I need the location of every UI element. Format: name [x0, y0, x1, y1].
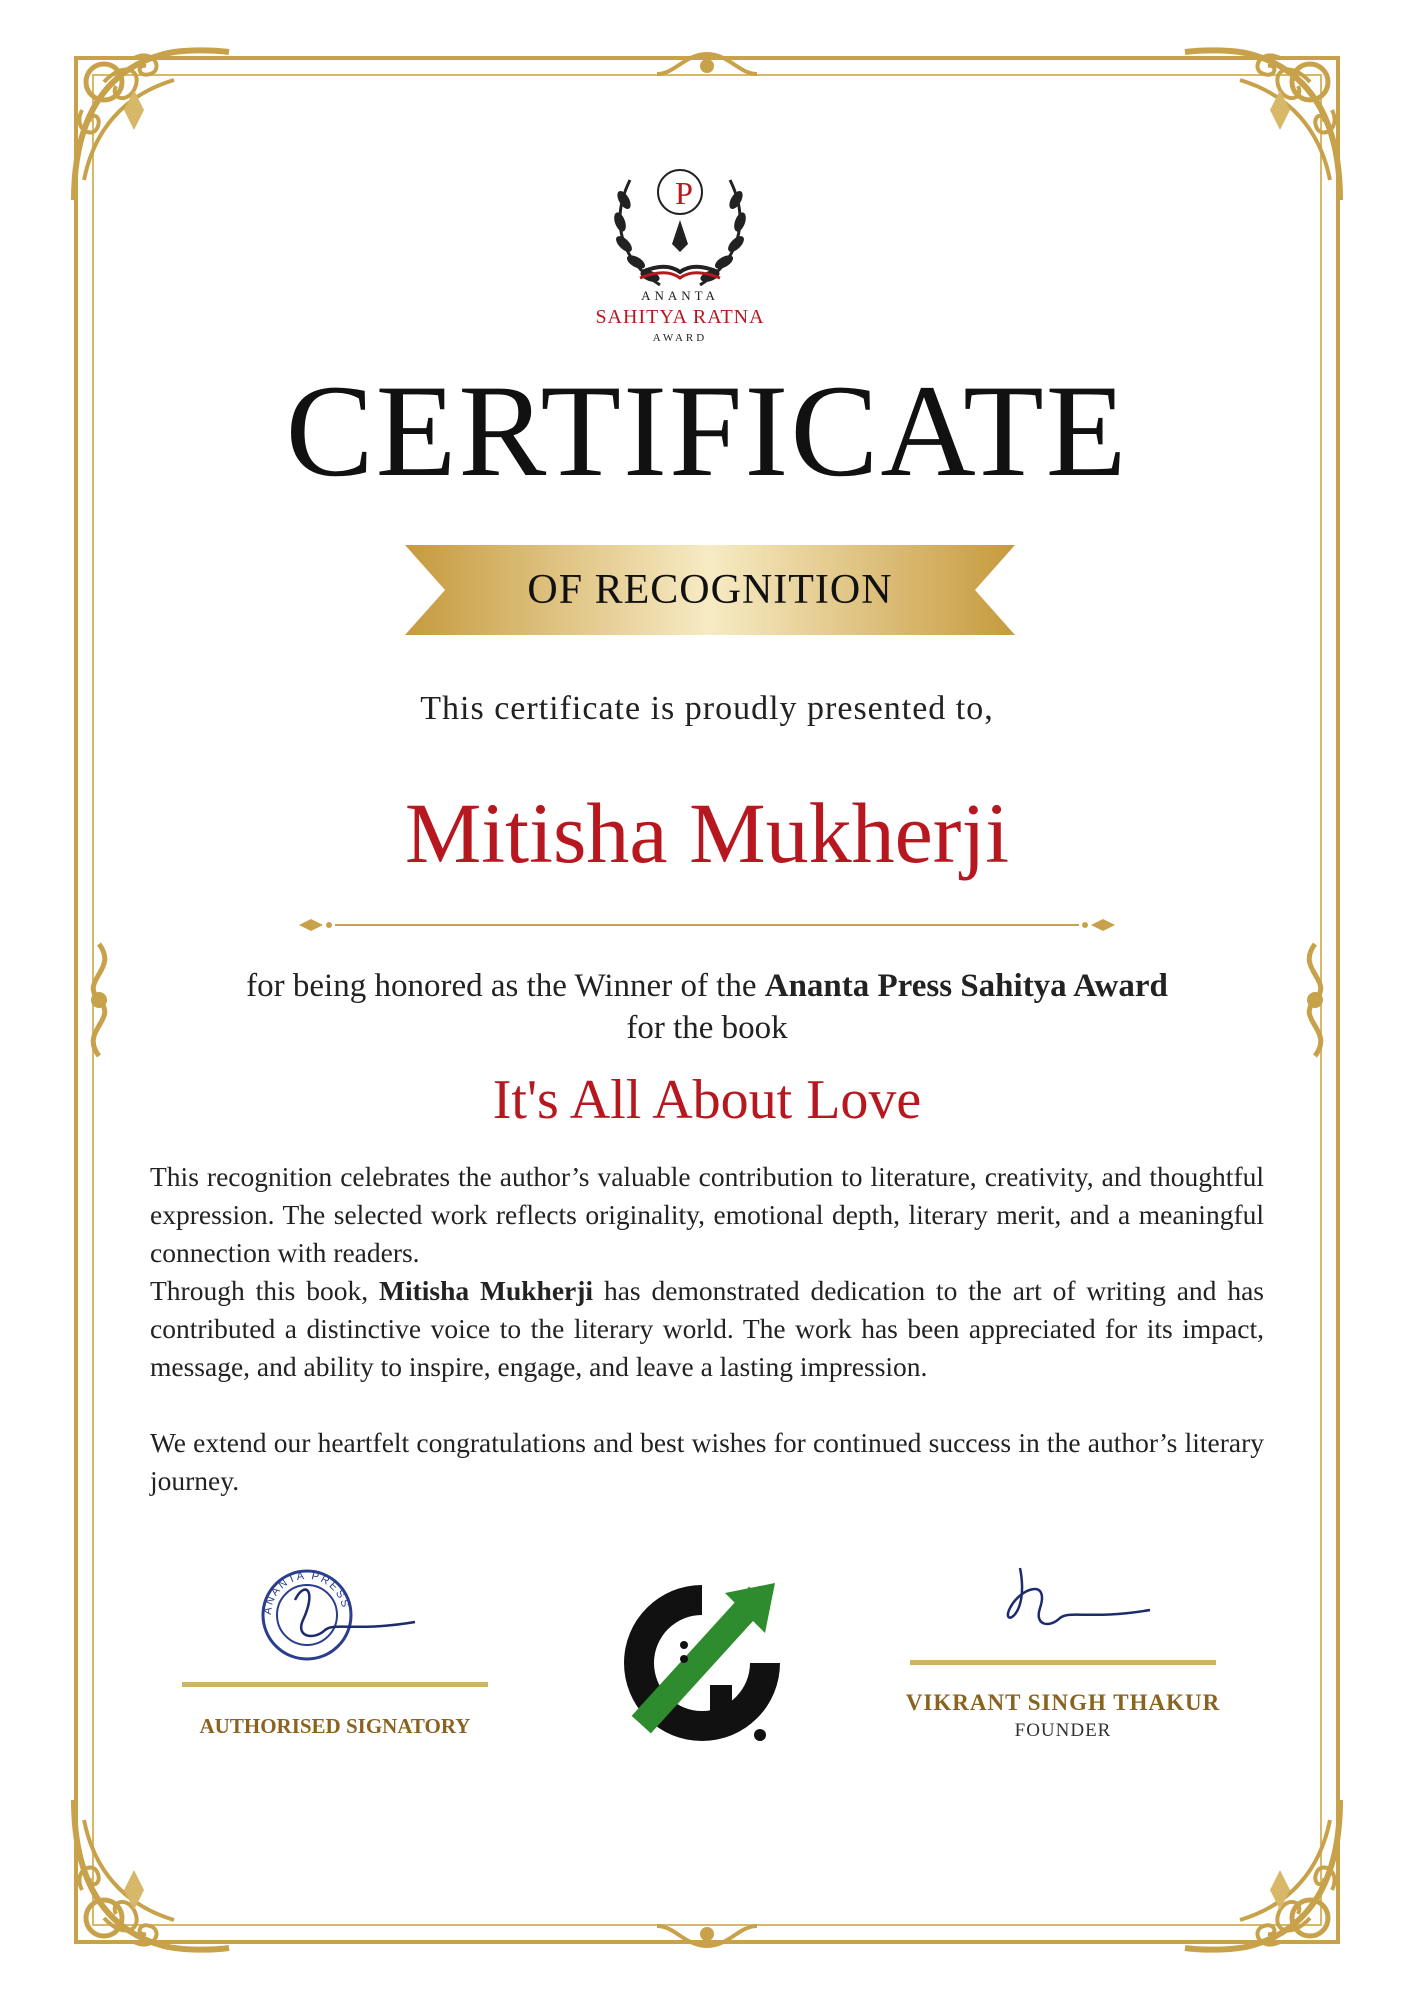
left-signature-line: [182, 1682, 488, 1687]
official-stamp: [255, 1560, 425, 1670]
body-p2-post: has demonstrated dedication to the art of writing and has contributed a distinctive voice to the literary world. The work has been appreciated for its impact, message, and ability to inspire, engage, and leave a lasting impression.: [150, 1275, 1264, 1382]
logo-text-bottom: AWARD: [652, 332, 708, 344]
bottom-center-ornament: [655, 1916, 759, 1956]
svg-text:P: P: [675, 175, 693, 211]
corner-ornament-top-left: [64, 40, 234, 210]
body-p2-name: Mitisha Mukherji: [378, 1275, 594, 1306]
corner-ornament-top-right: [1180, 40, 1350, 210]
book-title: It's All About Love: [492, 1069, 922, 1131]
body-p2-pre: Through this book,: [150, 1275, 379, 1306]
certificate-body: [150, 1158, 1264, 1500]
right-signature-line: [910, 1660, 1216, 1665]
honor-post: for the book: [626, 1010, 788, 1046]
ribbon-text: OF RECOGNITION: [527, 567, 893, 613]
body-paragraph-1: This recognition celebrates the author’s valuable contribution to literature, creativity, and thoughtful expression. The selected work reflects originality, emotional depth, literary merit, and a meaningful connection with readers.: [150, 1161, 1264, 1268]
left-side-ornament: [74, 940, 124, 1060]
logo-text-middle: SAHITYA RATNA: [595, 306, 765, 328]
certificate-title: CERTIFICATE: [285, 357, 1129, 504]
company-emblem: [610, 1565, 795, 1760]
recipient-name: Mitisha Mukherji: [404, 785, 1010, 881]
presented-to-text: This certificate is proudly presented to,: [420, 690, 994, 727]
body-paragraph-3: We extend our heartfelt congratulations and best wishes for continued success in the author’s literary journey.: [150, 1427, 1264, 1496]
top-center-ornament: [655, 44, 759, 84]
honor-text: [120, 965, 1294, 1049]
honor-pre: for being honored as the Winner of the: [246, 968, 765, 1004]
right-side-ornament: [1290, 940, 1340, 1060]
founder-signature: [990, 1558, 1160, 1638]
founder-title: FOUNDER: [1014, 1720, 1112, 1741]
corner-ornament-bottom-left: [64, 1790, 234, 1960]
corner-ornament-bottom-right: [1180, 1790, 1350, 1960]
founder-name: VIKRANT SINGH THAKUR: [905, 1690, 1221, 1715]
authorised-signatory-label: AUTHORISED SIGNATORY: [199, 1714, 471, 1738]
body-paragraph-2: [150, 1272, 1264, 1386]
award-name: Ananta Press Sahitya Award: [764, 968, 1168, 1004]
ornamental-divider: [295, 915, 1119, 935]
stamp-text: ANANTA PRESS: [261, 1569, 352, 1616]
logo-text-top: ANANTA: [641, 288, 719, 303]
